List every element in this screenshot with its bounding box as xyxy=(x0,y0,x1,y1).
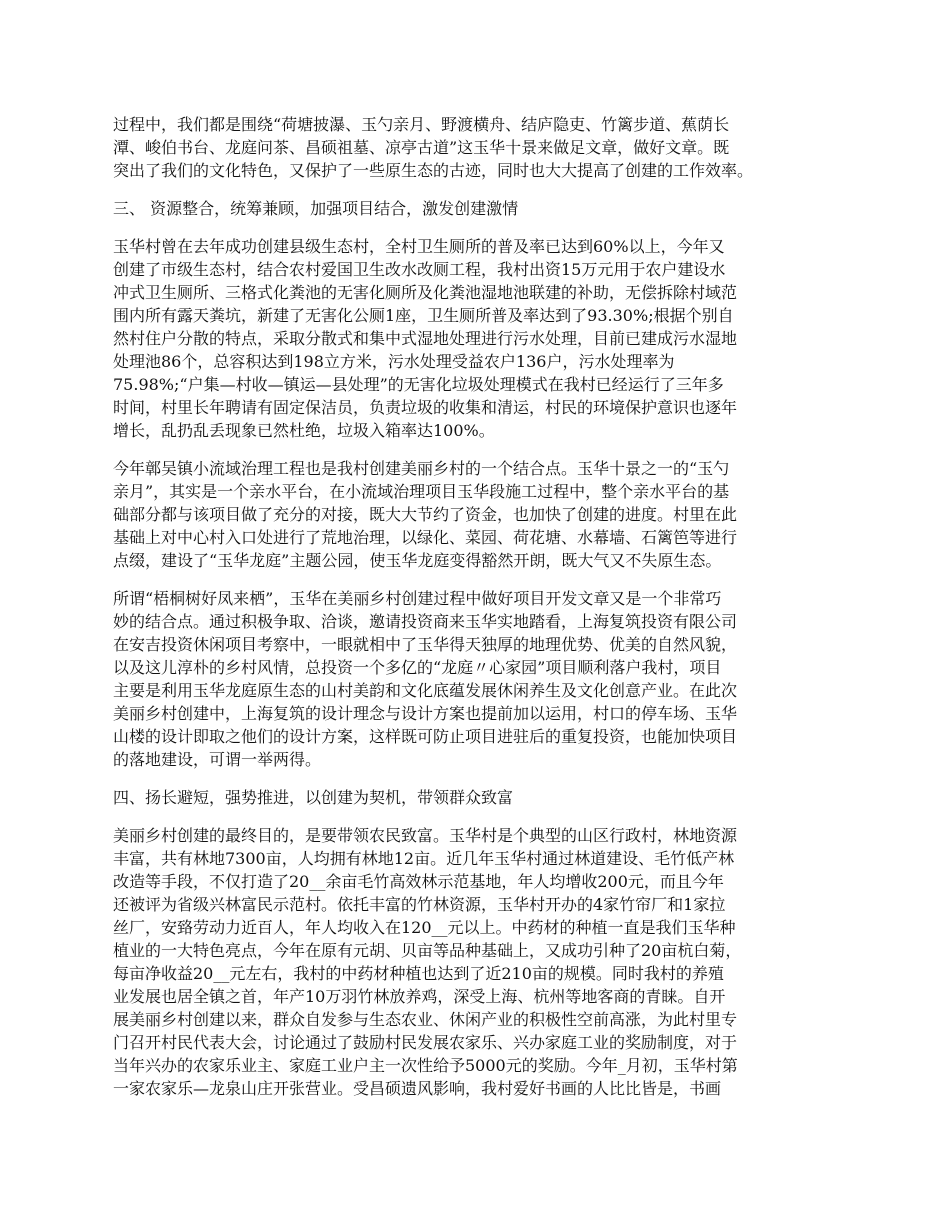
paragraph-intro: 过程中，我们都是围绕“荷塘披瀑、玉勺亲月、野渡横舟、结庐隐吏、竹篱步道、蕉荫长 潭、峻伯书台、龙庭问茶、昌硕祖墓、凉亭古道”这玉华十景来做足文章，做好文章。既 突出了我们的文化特色，又保护了一些原生态的古迹，同时也大大提高了创建的工作效率。 xyxy=(113,115,754,180)
paragraph-watershed: 今年鄣吴镇小流域治理工程也是我村创建美丽乡村的一个结合点。玉华十景之一的“玉勺 亲月”，其实是一个亲水平台，在小流域治理项目玉华段施工过程中，整个亲水平台的基 础部分都与该项目做了充分的对接，既大大节约了资金，也加快了创建的进度。村里在此 基础上对中心村入口处进行了荒地治理，以绿化、菜园、荷花塘、水幕墙、石篱笆等进行 点缀，建设了“玉华龙庭”主题公园，使玉华龙庭变得豁然开朗，既大气又不失原生态。 xyxy=(113,459,738,570)
paragraph-project: 所谓“梧桐树好凤来栖”，玉华在美丽乡村创建过程中做好项目开发文章又是一个非常巧 妙的结合点。通过积极争取、洽谈，邀请投资商来玉华实地踏看，上海复筑投资有限公司 在安吉投资休闲项目考察中，一眼就相中了玉华得天独厚的地理优势、优美的自然风貌， 以及这儿淳朴的乡村风情，总投资一个多亿的“龙庭〃心家园”项目顺利落户我村，项目 主要是利用玉华龙庭原生态的山村美韵和文化底蕴发展休闲养生及文化创意产业。在此次 美丽乡村创建中，上海复筑的设计理念与设计方案也提前加以运用，村口的停车场、玉华 山楼的设计即取之他们的设计方案，这样既可防止项目进驻后的重复投资，也能加快项目 的落地建设，可谓一举两得。 xyxy=(113,589,738,769)
section-heading-4: 四、扬长避短，强势推进，以创建为契机，带领群众致富 xyxy=(113,788,514,807)
section-heading-3: 三、 资源整合，统筹兼顾，加强项目结合，激发创建激情 xyxy=(113,199,519,218)
paragraph-sanitation: 玉华村曾在去年成功创建县级生态村，全村卫生厕所的普及率已达到60%以上，今年又 创建了市级生态村，结合农村爱国卫生改水改厕工程，我村出资15万元用于农户建设水 冲式卫生厕所、三格式化粪池的无害化厕所及化粪池湿地池联建的补助，无偿拆除村域范 围内所有露天粪坑，新建了无害化公厕1座，卫生厕所普及率达到了93.30%;根据个别自 然村住户分散的特点，采取分散式和集中式湿地处理进行污水处理，目前已建成污水湿地 处理池86个，总容积达到198立方米，污水处理受益农户136户，污水处理率为 75.98%;“户集—村收—镇运—县处理”的无害化垃圾处理模式在我村已经运行了三年多 时间，村里长年聘请有固定保洁员，负责垃圾的收集和清运，村民的环境保护意识也逐年 增长，乱扔乱丢现象已然杜绝，垃圾入箱率达100%。 xyxy=(113,237,738,440)
document-body xyxy=(113,113,837,1115)
paragraph-prosperity: 美丽乡村创建的最终目的，是要带领农民致富。玉华村是个典型的山区行政村，林地资源 丰富，共有林地7300亩，人均拥有林地12亩。近几年玉华村通过林道建设、毛竹低产林 改造等手段，不仅打造了20__余亩毛竹高效林示范基地，年人均增收200元，而且今年 还被评为省级兴林富民示范村。依托丰富的竹林资源，玉华村开办的4家竹帘厂和1家拉 丝厂，安臵劳动力近百人，年人均收入在120__元以上。中药材的种植一直是我们玉华种 植业的一大特色亮点，今年在原有元胡、贝亩等品种基础上，又成功引种了20亩杭白菊， 每亩净收益20__元左右，我村的中药材种植也达到了近210亩的规模。同时我村的养殖 业发展也居全镇之首，年产10万羽竹林放养鸡，深受上海、杭州等地客商的青睐。自开 展美丽乡村创建以来，群众自发参与生态农业、休闲产业的积极性空前高涨，为此村里专 门召开村民代表大会，讨论通过了鼓励村民发展农家乐、兴办家庭工业的奖励制度，对于 当年兴办的农家乐业主、家庭工业户主一次性给予5000元的奖励。今年_月初，玉华村第 一家农家乐—龙泉山庄开张营业。受昌硕遗风影响，我村爱好书画的人比比皆是，书画 xyxy=(113,826,742,1098)
